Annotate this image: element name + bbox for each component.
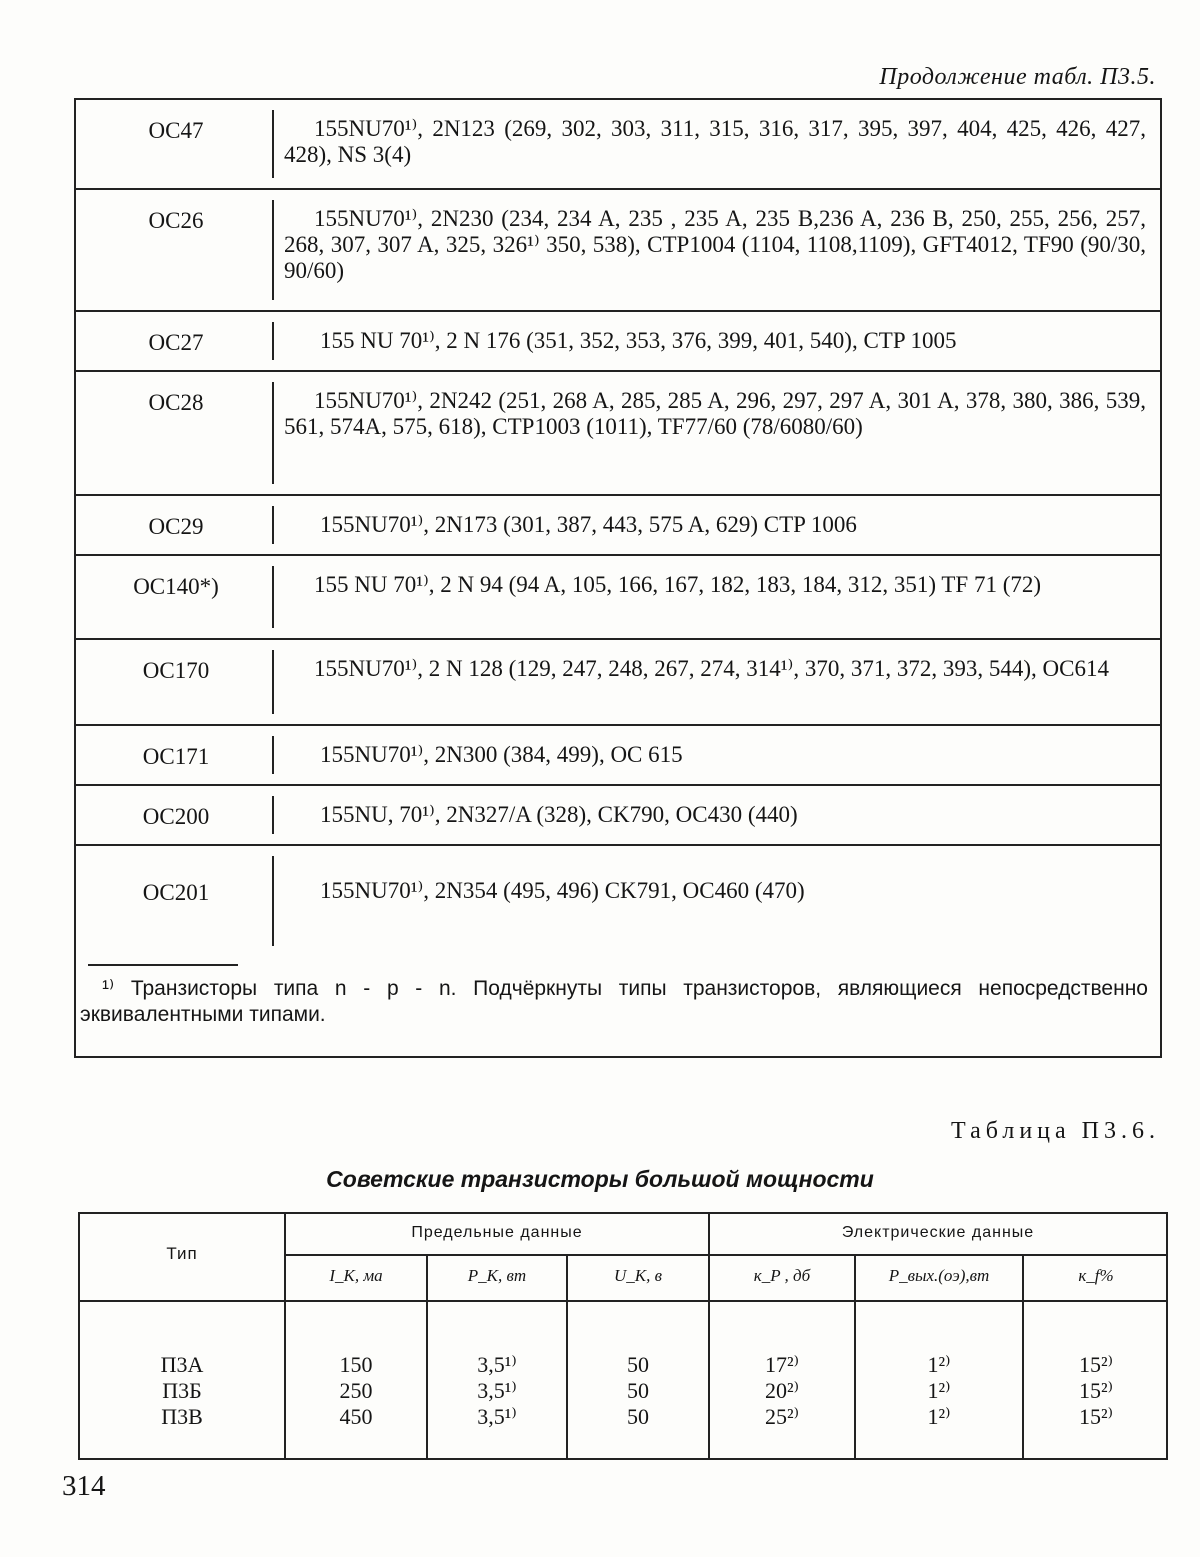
table-row [76,726,1160,786]
subheader-pout: P_вых.(оэ),вт [888,1266,990,1285]
equivalents-cell: 155NU70¹⁾, 2N173 (301, 387, 443, 575 A, 629) CTP 1006 [320,512,857,537]
equivalents-cell: 155NU70¹⁾, 2N300 (384, 499), OC 615 [320,742,683,767]
equivalents-cell: 155NU70¹⁾, 2N354 (495, 496) CK791, OC460 (470) [320,878,805,903]
table-row [76,496,1160,556]
type-cell: OC201 [142,880,210,905]
header-electric-data: Электрические данные [841,1224,1035,1241]
continuation-title: Продолжение табл. П3.5. [879,64,1156,90]
subheader-ik: I_K, ма [329,1266,383,1285]
page-number: 314 [62,1470,106,1502]
table-row [76,786,1160,846]
table-row [76,556,1160,640]
table-row [76,100,1160,190]
equivalents-cell: 155 NU 70¹⁾, 2 N 176 (351, 352, 353, 376, 399, 401, 540), CTP 1005 [320,328,957,353]
type-cell: OC26 [148,208,204,233]
table-row [76,190,1160,312]
col-uk: 50 50 50 [627,1352,649,1429]
col-kp: 17²⁾ 20²⁾ 25²⁾ [765,1352,799,1429]
equivalents-cell: 155NU70¹⁾, 2 N 128 (129, 247, 248, 267, 274, 314¹⁾, 370, 371, 372, 393, 544), OC614 [314,656,1109,681]
table-label: Таблица П3.6. [951,1118,1160,1144]
type-cell: OC29 [148,514,204,539]
col-kf: 15²⁾ 15²⁾ 15²⁾ [1079,1352,1113,1429]
equivalents-cell: 155NU70¹⁾, 2N242 (251, 268 A, 285, 285 A, 296, 297, 297 A, 301 A, 378, 380, 386, 539, 561, 574A, 575, 618), CTP1003 (1011), TF77/60 (78/6080/60) [284,388,1146,439]
col-pk: 3,5¹⁾ 3,5¹⁾ 3,5¹⁾ [477,1352,517,1429]
table-title: Советские транзисторы большой мощности [326,1166,874,1192]
header-limit-data: Предельные данные [411,1224,583,1241]
col-type: П3А П3Б П3В [160,1352,204,1429]
table-row [76,372,1160,496]
equivalents-cell: 155NU70¹⁾, 2N123 (269, 302, 303, 311, 315, 316, 317, 395, 397, 404, 425, 426, 427, 428), NS 3(4) [284,116,1146,167]
subheader-pk: P_K, вт [467,1266,527,1285]
table-p35 [74,98,1162,1058]
type-cell: OC170 [142,658,210,683]
equivalents-cell: 155 NU 70¹⁾, 2 N 94 (94 A, 105, 166, 167, 182, 183, 184, 312, 351) TF 71 (72) [314,572,1042,597]
col-pout: 1²⁾ 1²⁾ 1²⁾ [927,1352,951,1429]
header-type: Тип [166,1244,198,1263]
col-ik: 150 250 450 [339,1352,373,1429]
table-p36 [78,1212,1168,1460]
footnote-rule [88,964,238,966]
type-cell: OC47 [148,118,204,143]
type-cell: OC27 [148,330,204,355]
subheader-uk: U_K, в [614,1266,662,1285]
table-row [76,846,1160,946]
type-cell: OC140*) [133,574,219,599]
type-cell: OC200 [142,804,210,829]
subheader-kf: к_f% [1078,1266,1114,1285]
type-cell: OC28 [148,390,204,415]
table-row [76,640,1160,726]
type-cell: OC171 [142,744,210,769]
table-row [76,312,1160,372]
subheader-kp: к_P , дб [753,1266,811,1285]
footnote: ¹⁾ Транзисторы типа n - p - n. Подчёркнуты типы транзисторов, являющиеся непосредственно эквивалентными типами. [80,977,1148,1026]
equivalents-cell: 155NU, 70¹⁾, 2N327/A (328), CK790, OC430 (440) [320,802,798,827]
equivalents-cell: 155NU70¹⁾, 2N230 (234, 234 A, 235 , 235 A, 235 B,236 A, 236 B, 250, 255, 256, 257, 268, 307, 307 A, 325, 326¹⁾ 350, 538), CTP1004 (1104, 1108,1109), GFT4012, TF90 (90/30, 90/60) [284,206,1146,283]
